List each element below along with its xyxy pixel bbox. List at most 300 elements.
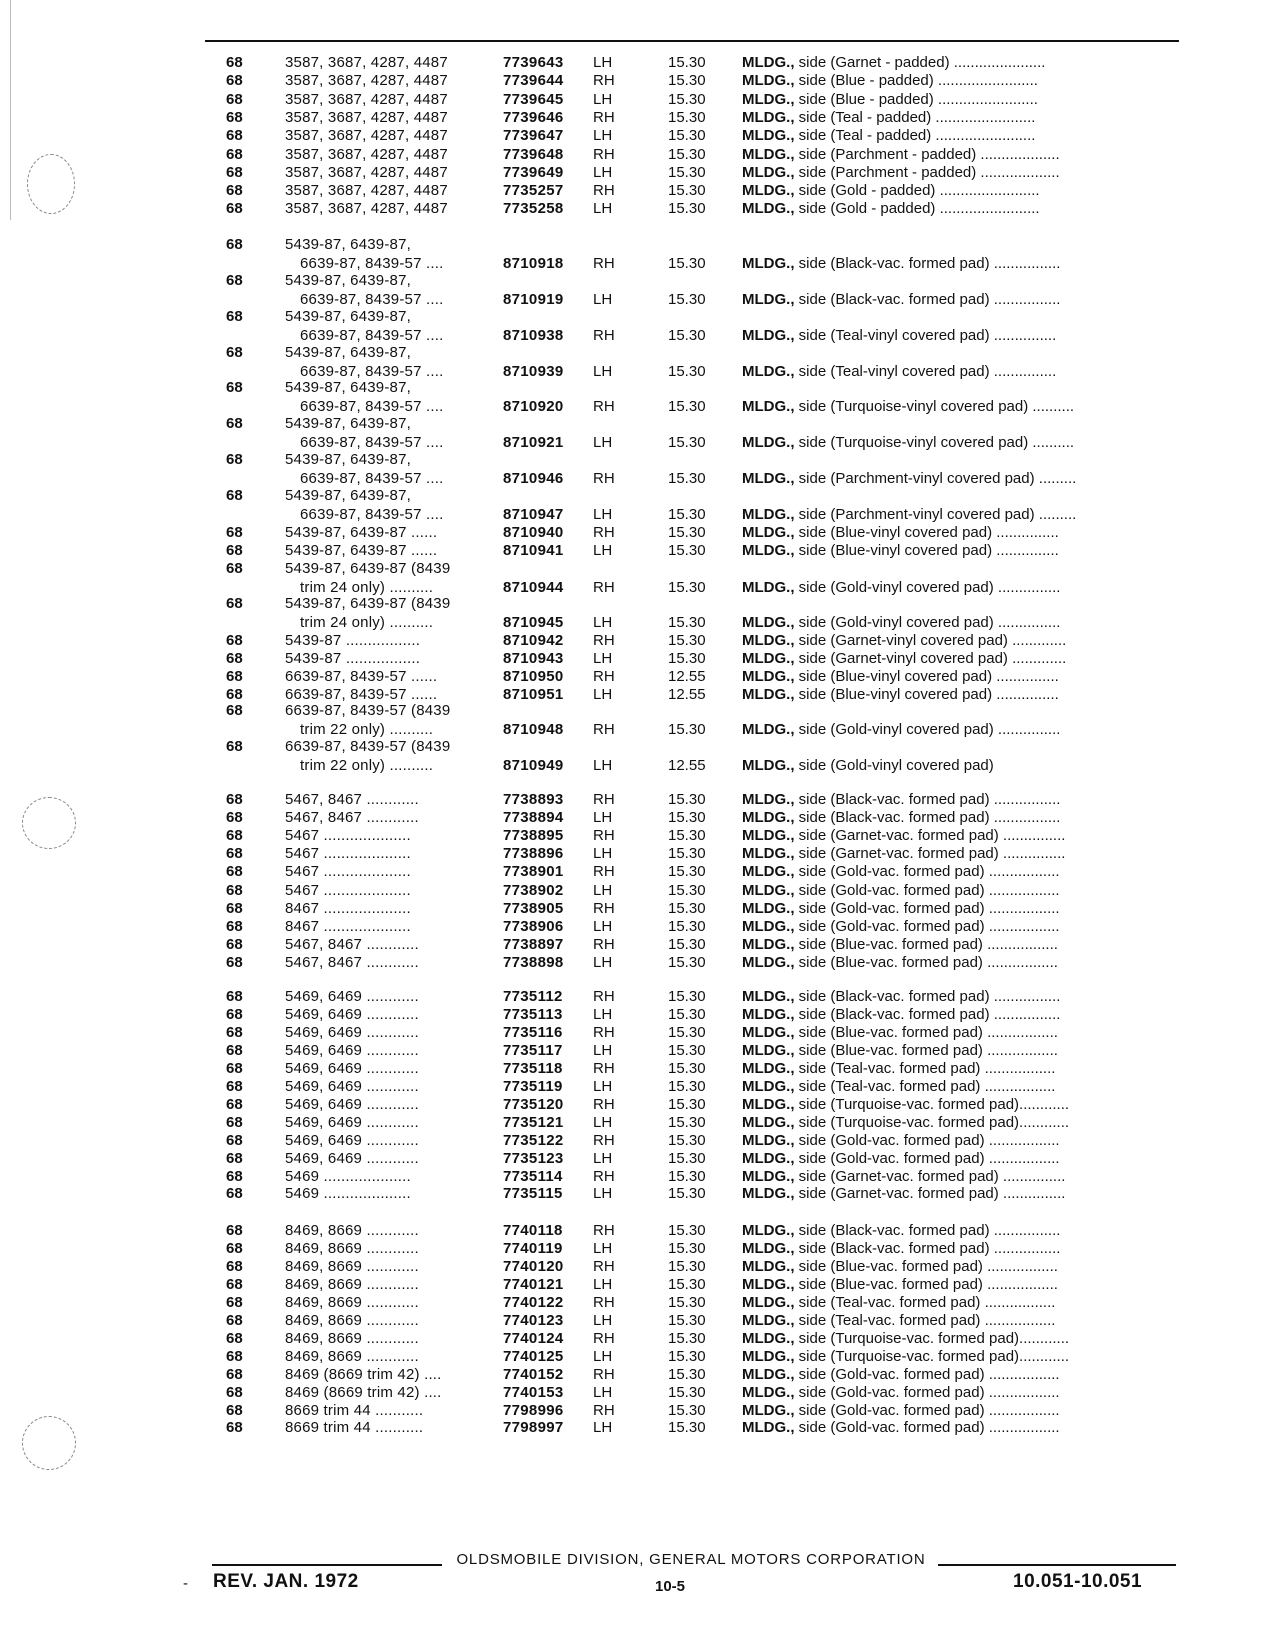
description-keyword: MLDG., [742, 1167, 795, 1185]
part-description [742, 790, 1180, 810]
model-numbers: 5439-87, 6439-87, [285, 344, 412, 361]
model-year: 68 [226, 988, 243, 1005]
model-year: 68 [226, 1059, 243, 1077]
side: LH [593, 1041, 613, 1059]
model-numbers: 5467, 8467 ............ [285, 809, 419, 827]
price: 15.30 [668, 1185, 706, 1203]
part-number: 7735122 [503, 1131, 564, 1149]
description-text: side (Parchment - padded) ................... [794, 145, 1060, 163]
side: RH [593, 1329, 615, 1347]
part-description [742, 53, 1180, 73]
part-description [742, 523, 1180, 543]
part-number: 7738898 [503, 953, 564, 971]
part-description [742, 881, 1180, 901]
side: LH [593, 614, 613, 631]
model-numbers: 3587, 3687, 4287, 4487 [285, 108, 448, 126]
part-number: 7735257 [503, 182, 564, 200]
model-year: 68 [226, 1077, 243, 1095]
model-numbers: 6639-87, 8439-57 .... [300, 470, 444, 487]
price: 15.30 [668, 1365, 706, 1383]
model-numbers: 5467, 8467 ............ [285, 791, 419, 808]
model-numbers: 8469 (8669 trim 42) .... [285, 1365, 442, 1383]
price: 15.30 [668, 145, 706, 163]
part-number: 7735114 [503, 1167, 563, 1185]
model-numbers: 5469, 6469 ............ [285, 1005, 419, 1023]
part-row [0, 649, 1274, 669]
side: RH [593, 721, 615, 738]
model-year: 68 [226, 236, 243, 253]
part-description [742, 844, 1180, 864]
price: 15.30 [668, 1149, 706, 1167]
model-year: 68 [226, 272, 243, 289]
description-keyword: MLDG., [742, 668, 795, 685]
side: RH [593, 668, 615, 685]
description-keyword: MLDG., [742, 108, 795, 126]
model-numbers: 3587, 3687, 4287, 4487 [285, 72, 448, 90]
model-numbers: 5467, 8467 ............ [285, 953, 419, 971]
model-numbers: 8469, 8669 ............ [285, 1275, 419, 1293]
part-number: 8710920 [503, 398, 564, 415]
description-keyword: MLDG., [742, 1401, 795, 1419]
model-numbers: 6639-87, 8439-57 .... [300, 398, 444, 415]
part-description [742, 935, 1180, 955]
part-row [0, 181, 1274, 201]
description-text: side (Black-vac. formed pad) ................ [794, 1222, 1061, 1239]
price: 15.30 [668, 1059, 706, 1077]
description-text: side (Gold - padded) ........................ [794, 182, 1040, 200]
description-text: side (Teal-vac. formed pad) ................. [794, 1311, 1056, 1329]
price: 15.30 [668, 1095, 706, 1113]
model-numbers: 5439-87, 6439-87, [285, 236, 412, 253]
side: RH [593, 1222, 615, 1239]
description-text: side (Blue - padded) ........................ [794, 90, 1038, 108]
description-keyword: MLDG., [742, 988, 795, 1005]
model-year: 68 [226, 791, 243, 808]
part-row [0, 1418, 1274, 1438]
model-numbers: 5467 .................... [285, 863, 411, 881]
side: LH [593, 1113, 613, 1131]
side: RH [593, 470, 615, 487]
model-numbers: trim 24 only) .......... [300, 614, 434, 631]
description-text: side (Blue-vinyl covered pad) ............... [794, 686, 1059, 703]
description-keyword: MLDG., [742, 1365, 795, 1383]
price: 15.30 [668, 1239, 706, 1257]
side: RH [593, 1059, 615, 1077]
price: 15.30 [668, 845, 706, 863]
model-year: 68 [226, 809, 243, 827]
model-year: 68 [226, 953, 243, 971]
side: RH [593, 988, 615, 1005]
model-year: 68 [226, 845, 243, 863]
price: 15.30 [668, 1311, 706, 1329]
part-row [0, 108, 1274, 128]
description-text: side (Gold-vac. formed pad) ................. [794, 881, 1060, 899]
model-numbers: 5439-87, 6439-87, [285, 415, 412, 432]
footer-corporation: OLDSMOBILE DIVISION, GENERAL MOTORS CORPORATION [456, 1551, 926, 1568]
model-numbers: 8469, 8669 ............ [285, 1293, 419, 1311]
side: RH [593, 524, 615, 541]
part-description [742, 541, 1180, 561]
part-number: 7740123 [503, 1311, 564, 1329]
part-number: 7735117 [503, 1041, 563, 1059]
side: LH [593, 1383, 613, 1401]
part-description [742, 667, 1180, 687]
part-row [0, 541, 1274, 561]
price: 15.30 [668, 791, 706, 808]
part-number: 7739644 [503, 72, 564, 90]
price: 15.30 [668, 108, 706, 126]
part-row [0, 953, 1274, 973]
model-numbers: 8669 trim 44 ........... [285, 1419, 424, 1437]
model-year: 68 [226, 108, 243, 126]
price: 15.30 [668, 1041, 706, 1059]
model-year: 68 [226, 344, 243, 361]
model-numbers: 8669 trim 44 ........... [285, 1401, 424, 1419]
footer-revision: REV. JAN. 1972 [213, 1571, 359, 1592]
description-text: side (Black-vac. formed pad) ................ [794, 255, 1061, 272]
description-keyword: MLDG., [742, 163, 795, 181]
model-numbers: trim 22 only) .......... [300, 757, 434, 774]
model-numbers: 6639-87, 8439-57 .... [300, 434, 444, 451]
part-number: 7738905 [503, 899, 564, 917]
model-year: 68 [226, 1311, 243, 1329]
price: 15.30 [668, 881, 706, 899]
price: 15.30 [668, 935, 706, 953]
side: RH [593, 1167, 615, 1185]
part-number: 7740122 [503, 1293, 564, 1311]
description-keyword: MLDG., [742, 1113, 795, 1131]
description-keyword: MLDG., [742, 686, 795, 703]
description-keyword: MLDG., [742, 1347, 795, 1365]
part-row [0, 594, 1274, 614]
model-year: 68 [226, 1149, 243, 1167]
description-keyword: MLDG., [742, 182, 795, 200]
description-keyword: MLDG., [742, 145, 795, 163]
part-row [0, 631, 1274, 651]
price: 15.30 [668, 163, 706, 181]
model-year: 68 [226, 200, 243, 218]
part-number: 7738897 [503, 935, 564, 953]
model-year: 68 [226, 379, 243, 396]
description-text: side (Gold-vinyl covered pad) ............... [794, 721, 1061, 738]
part-number: 7738901 [503, 863, 564, 881]
description-text: side (Garnet - padded) ...................... [794, 54, 1046, 71]
description-keyword: MLDG., [742, 524, 795, 541]
model-numbers: 5439-87, 6439-87, [285, 379, 412, 396]
part-row [0, 756, 1274, 776]
part-row [0, 844, 1274, 864]
model-year: 68 [226, 1401, 243, 1419]
model-numbers: 3587, 3687, 4287, 4487 [285, 163, 448, 181]
part-row [0, 90, 1274, 110]
price: 15.30 [668, 1167, 706, 1185]
part-number: 8710948 [503, 721, 564, 738]
model-numbers: 5467 .................... [285, 881, 411, 899]
description-text: side (Blue-vac. formed pad) ................. [794, 953, 1058, 971]
part-description [742, 953, 1180, 973]
model-year: 68 [226, 702, 243, 719]
model-year: 68 [226, 1095, 243, 1113]
description-keyword: MLDG., [742, 1275, 795, 1293]
side: RH [593, 863, 615, 881]
footer-rule-left [212, 1564, 442, 1566]
part-row [0, 505, 1274, 525]
model-numbers: 5439-87, 6439-87 (8439 [285, 595, 451, 612]
description-keyword: MLDG., [742, 1222, 795, 1239]
part-number: 7798996 [503, 1401, 564, 1419]
description-text: side (Gold-vac. formed pad) ................. [794, 1383, 1060, 1401]
price: 15.30 [668, 470, 706, 487]
model-numbers: 8469, 8669 ............ [285, 1329, 419, 1347]
side: RH [593, 632, 615, 649]
model-numbers: 5439-87, 6439-87 ...... [285, 542, 438, 559]
part-description [742, 145, 1180, 165]
model-numbers: 8469, 8669 ............ [285, 1239, 419, 1257]
price: 15.30 [668, 542, 706, 559]
part-description [742, 1418, 1180, 1438]
description-text: side (Blue-vac. formed pad) ................. [794, 1275, 1058, 1293]
part-number: 7735115 [503, 1185, 563, 1203]
model-numbers: trim 24 only) .......... [300, 579, 434, 596]
model-numbers: 3587, 3687, 4287, 4487 [285, 54, 448, 71]
model-numbers: 5469, 6469 ............ [285, 988, 419, 1005]
side: LH [593, 757, 613, 774]
price: 15.30 [668, 632, 706, 649]
model-numbers: 8467 .................... [285, 899, 411, 917]
part-row [0, 486, 1274, 506]
price: 12.55 [668, 686, 706, 703]
price: 15.30 [668, 1005, 706, 1023]
side: LH [593, 809, 613, 827]
description-text: side (Gold-vinyl covered pad) [794, 757, 994, 774]
description-text: side (Blue-vinyl covered pad) ............... [794, 668, 1059, 685]
price: 15.30 [668, 1131, 706, 1149]
model-numbers: 3587, 3687, 4287, 4487 [285, 182, 448, 200]
model-year: 68 [226, 1239, 243, 1257]
part-row [0, 343, 1274, 363]
description-text: side (Teal - padded) ........................ [794, 127, 1036, 145]
description-keyword: MLDG., [742, 1023, 795, 1041]
price: 15.30 [668, 1347, 706, 1365]
part-row [0, 790, 1274, 810]
part-number: 8710938 [503, 327, 564, 344]
model-numbers: 3587, 3687, 4287, 4487 [285, 127, 448, 145]
side: RH [593, 255, 615, 272]
description-keyword: MLDG., [742, 1311, 795, 1329]
part-row [0, 826, 1274, 846]
part-number: 7738894 [503, 809, 564, 827]
price: 15.30 [668, 721, 706, 738]
model-year: 68 [226, 1167, 243, 1185]
side: RH [593, 145, 615, 163]
description-text: side (Black-vac. formed pad) ................ [794, 791, 1061, 808]
price: 15.30 [668, 291, 706, 308]
side: RH [593, 398, 615, 415]
part-row [0, 414, 1274, 434]
part-description [742, 108, 1180, 128]
part-description [742, 71, 1180, 91]
side: LH [593, 1077, 613, 1095]
description-text: side (Turquoise-vinyl covered pad) .......... [794, 398, 1075, 415]
description-keyword: MLDG., [742, 1185, 795, 1203]
description-text: side (Black-vac. formed pad) ................ [794, 1239, 1061, 1257]
description-keyword: MLDG., [742, 650, 795, 667]
part-row [0, 126, 1274, 146]
price: 15.30 [668, 327, 706, 344]
model-numbers: 5439-87, 6439-87, [285, 272, 412, 289]
side: RH [593, 72, 615, 90]
model-year: 68 [226, 1275, 243, 1293]
model-numbers: 6639-87, 8439-57 ...... [285, 686, 438, 703]
description-keyword: MLDG., [742, 1293, 795, 1311]
price: 15.30 [668, 1077, 706, 1095]
description-text: side (Gold-vac. formed pad) ................. [794, 1149, 1060, 1167]
part-row [0, 145, 1274, 165]
part-description [742, 756, 1180, 776]
header-rule [205, 40, 1179, 42]
description-text: side (Gold-vac. formed pad) ................. [794, 1401, 1060, 1419]
part-number: 8710919 [503, 291, 564, 308]
part-description [742, 90, 1180, 110]
part-number: 8710941 [503, 542, 564, 559]
description-text: side (Teal-vac. formed pad) ................. [794, 1059, 1056, 1077]
model-year: 68 [226, 163, 243, 181]
model-numbers: 8467 .................... [285, 917, 411, 935]
description-keyword: MLDG., [742, 757, 795, 774]
side: LH [593, 1311, 613, 1329]
description-text: side (Gold-vac. formed pad) ................. [794, 1365, 1060, 1383]
description-text: side (Garnet-vac. formed pad) ............... [794, 1185, 1066, 1203]
price: 15.30 [668, 863, 706, 881]
part-row [0, 862, 1274, 882]
part-row [0, 559, 1274, 579]
description-keyword: MLDG., [742, 953, 795, 971]
part-number: 8710944 [503, 579, 564, 596]
part-number: 7739643 [503, 54, 564, 71]
description-text: side (Teal - padded) ........................ [794, 108, 1036, 126]
model-year: 68 [226, 1293, 243, 1311]
part-number: 8710950 [503, 668, 564, 685]
description-text: side (Blue-vinyl covered pad) ............... [794, 524, 1059, 541]
part-number: 7739646 [503, 108, 564, 126]
part-row [0, 917, 1274, 937]
part-number: 7740152 [503, 1365, 564, 1383]
part-number: 7738896 [503, 845, 564, 863]
model-year: 68 [226, 632, 243, 649]
part-description [742, 862, 1180, 882]
model-year: 68 [226, 487, 243, 504]
description-text: side (Gold-vac. formed pad) ................. [794, 899, 1060, 917]
price: 15.30 [668, 200, 706, 218]
price: 15.30 [668, 650, 706, 667]
description-keyword: MLDG., [742, 1419, 795, 1437]
description-keyword: MLDG., [742, 721, 795, 738]
part-number: 7738902 [503, 881, 564, 899]
part-number: 7739649 [503, 163, 564, 181]
description-keyword: MLDG., [742, 845, 795, 863]
model-year: 68 [226, 90, 243, 108]
model-numbers: 6639-87, 8439-57 .... [300, 327, 444, 344]
part-number: 7798997 [503, 1419, 564, 1437]
side: RH [593, 827, 615, 845]
model-numbers: 8469, 8669 ............ [285, 1347, 419, 1365]
description-keyword: MLDG., [742, 1005, 795, 1023]
model-numbers: 3587, 3687, 4287, 4487 [285, 90, 448, 108]
price: 15.30 [668, 917, 706, 935]
model-year: 68 [226, 1185, 243, 1203]
description-text: side (Garnet-vac. formed pad) ............... [794, 845, 1066, 863]
part-number: 7740125 [503, 1347, 564, 1365]
part-row [0, 881, 1274, 901]
description-text: side (Blue-vac. formed pad) ................. [794, 1041, 1058, 1059]
model-numbers: 6639-87, 8439-57 .... [300, 506, 444, 523]
model-numbers: 5467 .................... [285, 827, 411, 845]
side: LH [593, 127, 613, 145]
description-keyword: MLDG., [742, 899, 795, 917]
part-description [742, 826, 1180, 846]
description-keyword: MLDG., [742, 90, 795, 108]
price: 15.30 [668, 398, 706, 415]
description-keyword: MLDG., [742, 1059, 795, 1077]
model-numbers: 5439-87, 6439-87 ...... [285, 524, 438, 541]
side: LH [593, 917, 613, 935]
description-keyword: MLDG., [742, 1383, 795, 1401]
model-year: 68 [226, 686, 243, 703]
model-numbers: 5469, 6469 ............ [285, 1023, 419, 1041]
model-year: 68 [226, 595, 243, 612]
model-year: 68 [226, 863, 243, 881]
side: LH [593, 542, 613, 559]
price: 15.30 [668, 90, 706, 108]
description-keyword: MLDG., [742, 827, 795, 845]
description-text: side (Black-vac. formed pad) ................ [794, 291, 1061, 308]
part-number: 7739648 [503, 145, 564, 163]
price: 15.30 [668, 363, 706, 380]
model-numbers: 5469, 6469 ............ [285, 1131, 419, 1149]
part-number: 7735119 [503, 1077, 563, 1095]
description-text: side (Gold-vac. formed pad) ................. [794, 917, 1060, 935]
model-numbers: 5469 .................... [285, 1185, 411, 1203]
model-year: 68 [226, 524, 243, 541]
model-numbers: 5467 .................... [285, 845, 411, 863]
part-description [742, 631, 1180, 651]
part-row [0, 523, 1274, 543]
price: 15.30 [668, 1257, 706, 1275]
side: LH [593, 200, 613, 218]
model-year: 68 [226, 917, 243, 935]
side: RH [593, 327, 615, 344]
model-year: 68 [226, 560, 243, 577]
model-numbers: 8469 (8669 trim 42) .... [285, 1383, 442, 1401]
side: LH [593, 363, 613, 380]
description-keyword: MLDG., [742, 398, 795, 415]
price: 15.30 [668, 827, 706, 845]
model-numbers: 8469, 8669 ............ [285, 1257, 419, 1275]
model-numbers: 3587, 3687, 4287, 4487 [285, 200, 448, 218]
part-number: 8710946 [503, 470, 564, 487]
description-text: side (Gold-vac. formed pad) ................. [794, 863, 1060, 881]
part-number: 7735123 [503, 1149, 564, 1167]
description-text: side (Parchment - padded) ................... [794, 163, 1060, 181]
side: LH [593, 881, 613, 899]
description-text: side (Blue - padded) ........................ [794, 72, 1038, 90]
model-year: 68 [226, 1023, 243, 1041]
part-row [0, 378, 1274, 398]
part-number: 7739645 [503, 90, 564, 108]
description-text: side (Turquoise-vac. formed pad)............ [794, 1329, 1070, 1347]
part-number: 7735120 [503, 1095, 564, 1113]
model-numbers: 5439-87, 6439-87 (8439 [285, 560, 451, 577]
